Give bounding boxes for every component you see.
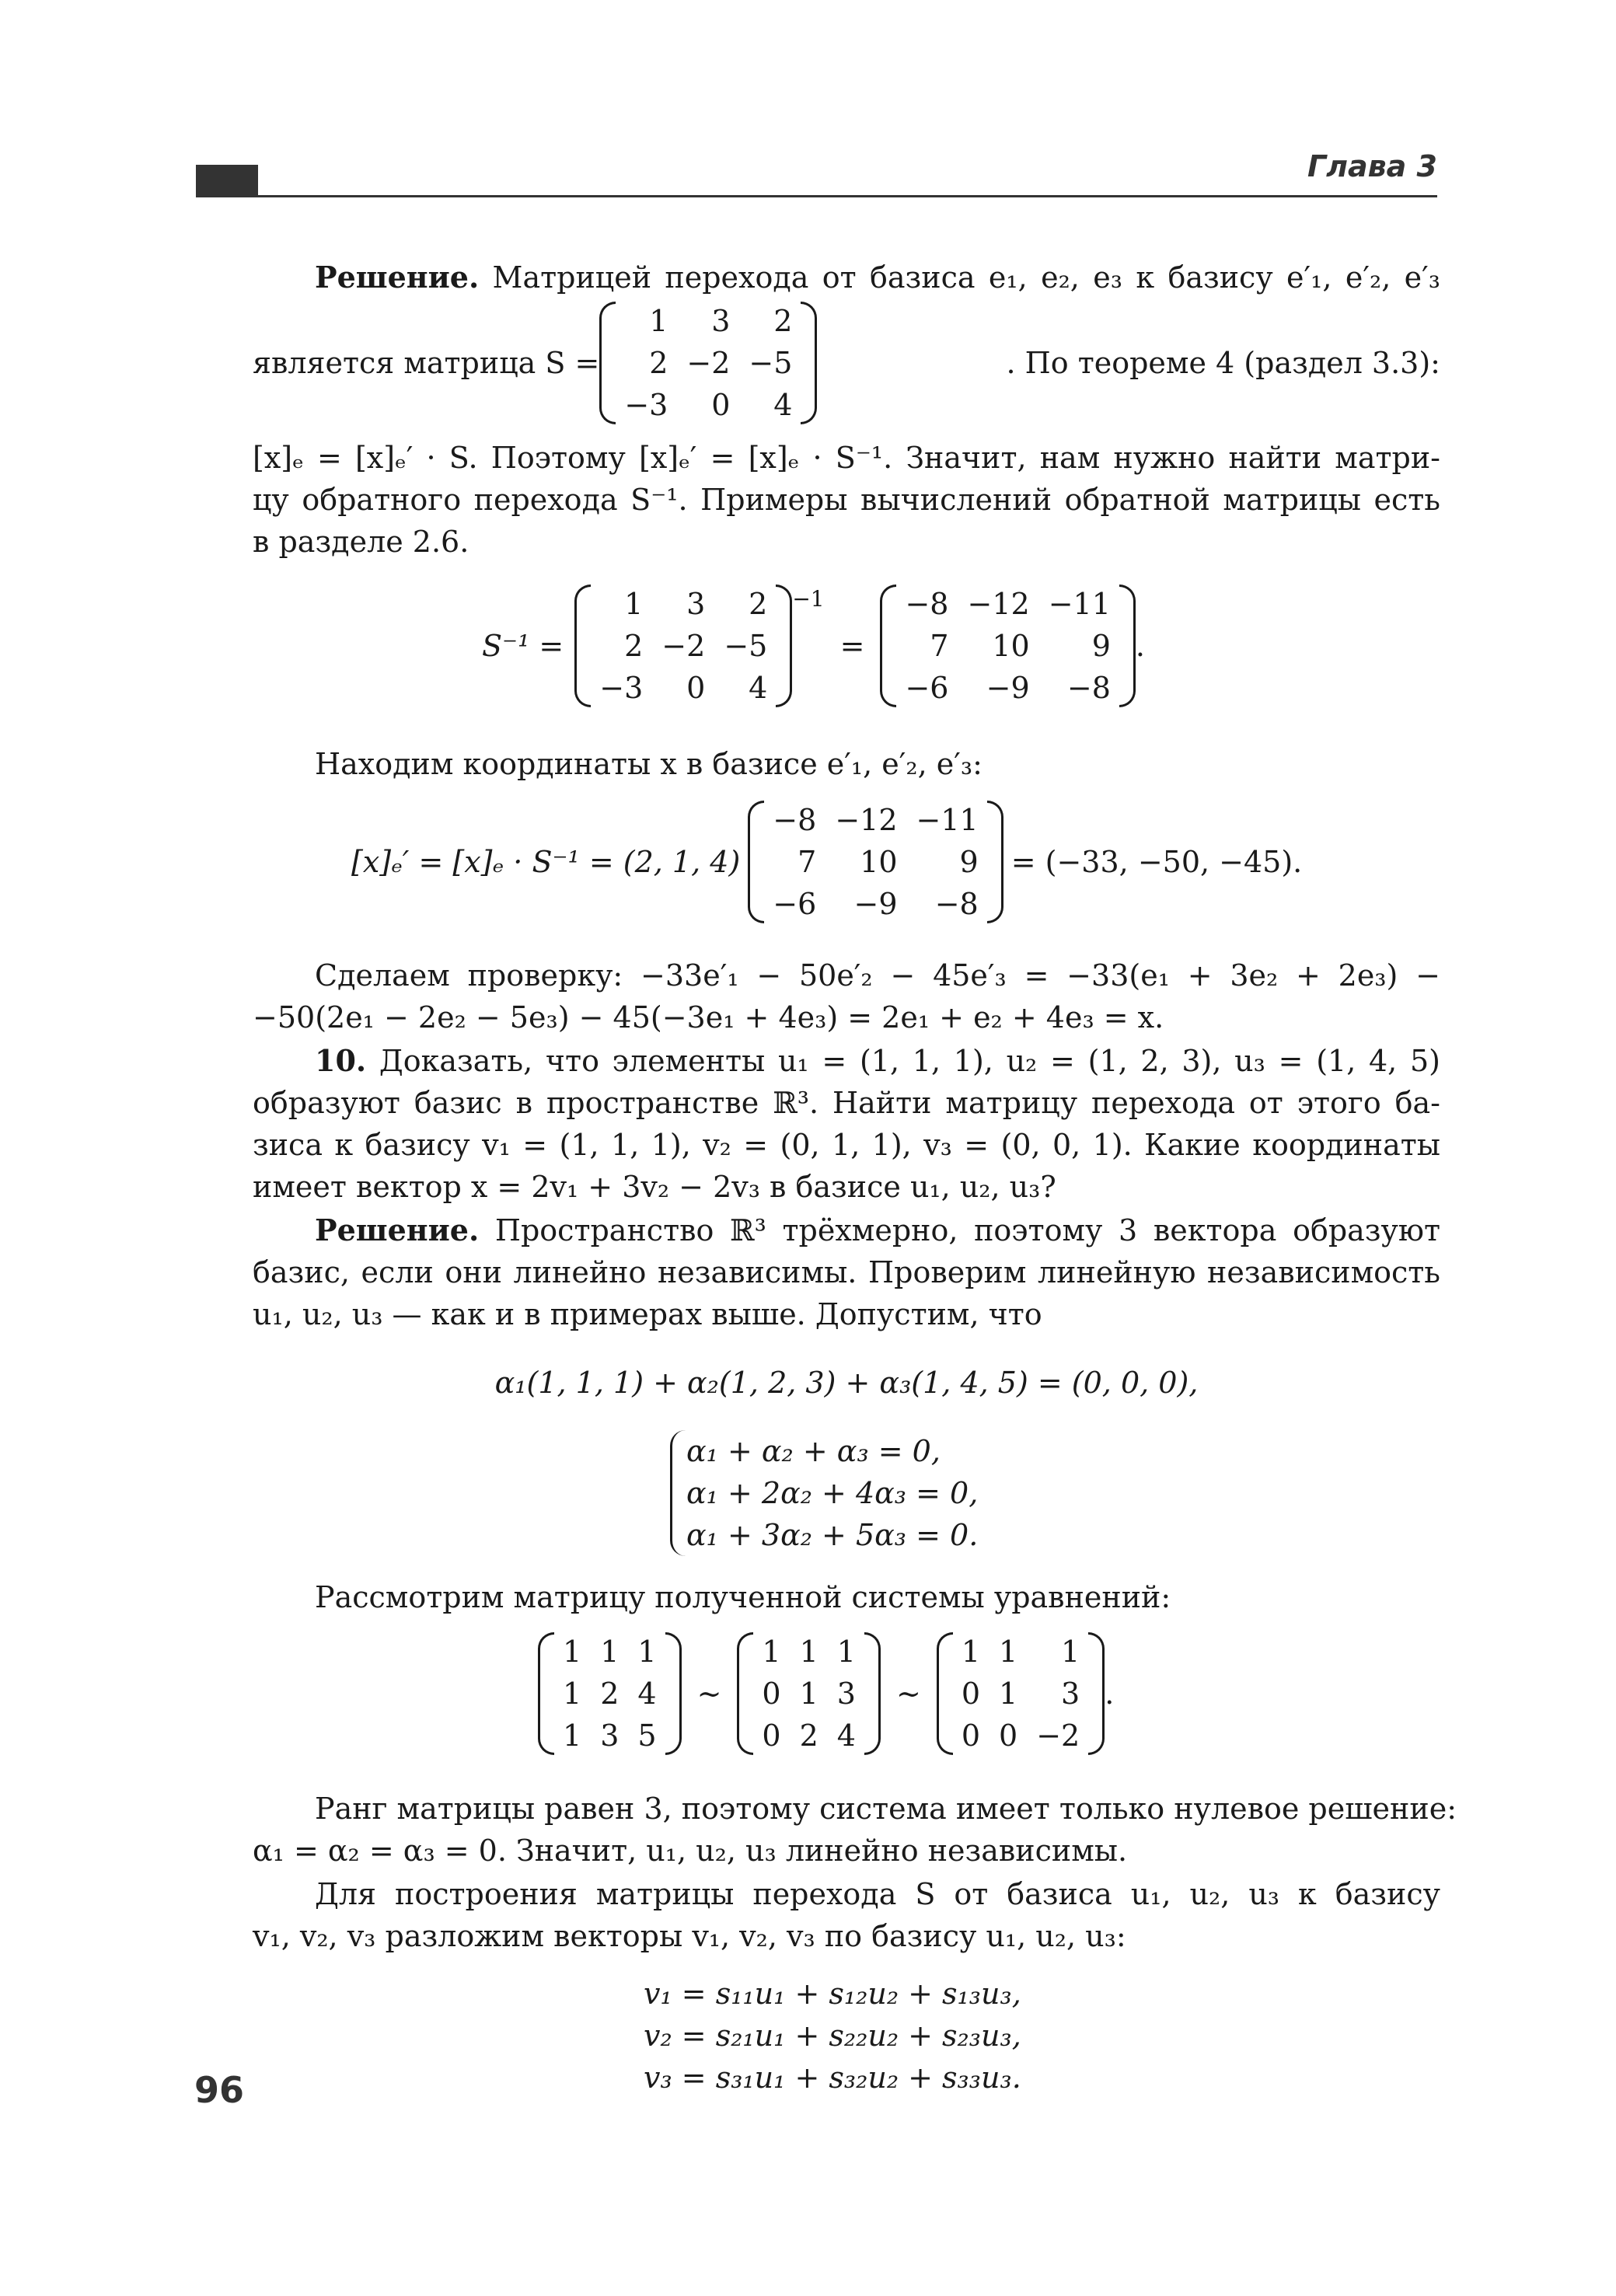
matrix-s-inverse-repeat-row [763,883,987,925]
matrix-s-inverse-row [895,583,1119,625]
matrix-s-row [615,342,801,384]
matrix-system-2-row [752,1673,865,1715]
matrix-system-3-cell: −2 [1036,1719,1080,1753]
paragraph-3-line-1: [x]ₑ = [x]ₑ′ · S. Поэтому [x]ₑ′ = [x]ₑ · S⁻¹. Значит, нам нужно найти матри- [253,441,1440,475]
expansion-v3: v₃ = s₃₁u₁ + s₃₂u₂ + s₃₃u₃. [644,2060,1021,2095]
matrix-s-inverse-repeat-cell: −6 [773,887,817,921]
solution-2-line-2: базис, если они линейно независимы. Проверим линейную независимость [253,1255,1440,1289]
matrix-system-3-cell: 0 [961,1719,980,1753]
matrix-s-inverse-cell: −8 [905,587,949,621]
paragraph-4: Находим координаты x в базисе e′₁, e′₂, e′₃: [315,747,983,781]
sim-sign-1: ∼ [696,1677,722,1711]
system-eq-1: α₁ + α₂ + α₃ = 0, [686,1434,941,1468]
system-eq-2: α₁ + 2α₂ + 4α₃ = 0, [686,1476,979,1510]
matrix-system-2-cell: 2 [799,1719,818,1753]
paragraph-solution-1 [253,256,1440,298]
matrix-s-inverse-cell: 10 [992,629,1030,663]
matrix-s-inverse-cell: −6 [905,671,949,705]
matrix-s [599,300,817,426]
problem-10-line-1 [253,1040,1440,1082]
matrix-s-repeat-cell: 3 [686,587,706,621]
matrix-system-1-cell: 1 [563,1677,582,1711]
page-number: 96 [194,2069,245,2111]
matrix-s-after: . По теореме 4 (раздел 3.3): [1006,346,1440,380]
matrix-system-3-cell: 0 [999,1719,1018,1753]
matrix-s-cell: 3 [711,304,731,338]
matrix-s-cell: 1 [649,304,668,338]
linear-combination-equation: α₁(1, 1, 1) + α₂(1, 2, 3) + α₃(1, 4, 5) = (0, 0, 0), [494,1366,1199,1400]
paragraph-3-line-3: в разделе 2.6. [253,525,469,559]
matrix-s-inverse-cell: −9 [986,671,1030,705]
matrix-s-row [615,384,801,426]
paragraph-3-line-2: цу обратного перехода S⁻¹. Примеры вычислений обратной матрицы есть [253,483,1440,517]
matrix-s-cell: −3 [624,388,668,422]
expansions [644,1973,1021,2099]
matrix-s-inverse-repeat [748,799,1003,925]
matrix-s-repeat-cell: 0 [686,671,706,705]
matrix-s-line [253,300,1440,426]
coords-lhs: [x]ₑ′ = [x]ₑ · S⁻¹ = (2, 1, 4) [351,845,741,879]
matrix-system-3-cell: 3 [1061,1677,1080,1711]
matrix-s-inverse-repeat-cell: −8 [773,803,817,837]
matrix-s-repeat-cell: −3 [599,671,644,705]
paragraph-7-line-2: α₁ = α₂ = α₃ = 0. Значит, u₁, u₂, u₃ линейно независимы. [253,1834,1128,1868]
inverse-end: . [1135,629,1145,663]
matrix-system-2-cell: 0 [762,1719,781,1753]
matrix-system-2-cell: 1 [799,1677,818,1711]
matrix-s-repeat-cell: 2 [749,587,768,621]
matrix-s-inverse-repeat-row [763,799,987,841]
matrix-system-2-cell: 1 [762,1635,781,1669]
problem-10-line-3: зиса к базису v₁ = (1, 1, 1), v₂ = (0, 1, 1), v₃ = (0, 0, 1). Какие координаты [253,1128,1440,1162]
matrix-system-2-row [752,1715,865,1757]
matrix-s-cell: −2 [686,346,731,380]
inverse-equation [482,583,1145,709]
matrix-s-cell: 0 [711,388,731,422]
chapter-title: Глава 3 [1307,149,1437,183]
expansion-v1: v₁ = s₁₁u₁ + s₁₂u₂ + s₁₃u₃, [644,1977,1021,2011]
matrix-s-cell: −5 [749,346,793,380]
solution-2-text: Пространство ℝ³ трёхмерно, поэтому 3 вектора образуют [479,1213,1440,1247]
matrix-system-3-cell: 1 [1061,1635,1080,1669]
problem-10-line-4: имеет вектор x = 2v₁ + 3v₂ − 2v₃ в базисе u₁, u₂, u₃? [253,1170,1056,1204]
matrix-system-1-cell: 1 [637,1635,657,1669]
matrix-system-2-cell: 1 [799,1635,818,1669]
matrix-system-3-cell: 1 [961,1635,980,1669]
matrix-s-inverse-cell: −12 [967,587,1030,621]
matrix-s-inverse-row [895,667,1119,709]
matrix-s-row [615,300,801,342]
matrix-s-inverse-cell: 9 [1091,629,1111,663]
matrix-system-1-cell: 4 [637,1677,657,1711]
matrix-system-1-row [553,1631,666,1673]
matrix-system-3 [937,1631,1105,1757]
matrix-s-repeat-row [590,625,777,667]
matrix-system-3-row [952,1715,1089,1757]
matrix-s-repeat-row [590,583,777,625]
sim-sign-2: ∼ [895,1677,921,1711]
matrix-system-3-cell: 1 [999,1635,1018,1669]
matrix-s-repeat-cell: 1 [624,587,644,621]
matrix-system-1-row [553,1715,666,1757]
matrix-system-3-row [952,1673,1089,1715]
matrix-s-inverse-cell: 7 [930,629,949,663]
matrix-s-inverse-repeat-row [763,841,987,883]
matrix-system-2-cell: 0 [762,1677,781,1711]
header-rule [196,195,1437,197]
system-eq-3: α₁ + 3α₂ + 5α₃ = 0. [686,1518,979,1552]
matrix-system-2 [737,1631,881,1757]
matrix-system-1-cell: 1 [563,1635,582,1669]
inverse-power: −1 [792,586,825,612]
matrix-s-repeat-cell: 4 [749,671,768,705]
matrix-s-before: является матрица S = [253,346,600,380]
paragraph-6: Рассмотрим матрицу полученной системы уравнений: [315,1580,1171,1614]
coords-equation [351,799,1302,925]
paragraph-8-line-2: v₁, v₂, v₃ разложим векторы v₁, v₂, v₃ по базису u₁, u₂, u₃: [253,1919,1126,1953]
problem-10-line-2: образуют базис в пространстве ℝ³. Найти матрицу перехода от этого ба- [253,1086,1440,1120]
matrix-s-inverse-repeat-cell: 10 [860,845,898,879]
matrix-s-inverse [880,583,1135,709]
matrix-system-3-cell: 1 [999,1677,1018,1711]
matrix-system-2-row [752,1631,865,1673]
matrix-system-1-cell: 1 [600,1635,620,1669]
solution-2-line-3: u₁, u₂, u₃ — как и в примерах выше. Допустим, что [253,1297,1042,1331]
matrix-s-inverse-repeat-cell: 9 [959,845,979,879]
paragraph-5-line-2: −50(2e₁ − 2e₂ − 5e₃) − 45(−3e₁ + 4e₃) = 2e₁ + e₂ + 4e₃ = x. [253,1000,1164,1035]
matrix-s-inverse-repeat-cell: −12 [835,803,898,837]
problem-10-number: 10. [315,1043,367,1078]
matrix-system-3-row [952,1631,1089,1673]
matrix-system-2-cell: 3 [836,1677,856,1711]
paragraph-7-line-1: Ранг матрицы равен 3, поэтому система имеет только нулевое решение: [315,1792,1457,1826]
matrix-s-repeat-cell: 2 [624,629,644,663]
matrix-system-1-cell: 2 [600,1677,620,1711]
solution-2-line-1 [253,1209,1440,1251]
matrix-system-3-cell: 0 [961,1677,980,1711]
inverse-equals: = [839,629,865,663]
matrix-s-repeat-cell: −2 [661,629,706,663]
matrix-s-inverse-cell: −8 [1066,671,1111,705]
matrix-system-1-cell: 1 [563,1719,582,1753]
matrix-system-2-cell: 4 [836,1719,856,1753]
matrices-end: . [1105,1677,1115,1711]
matrix-s-inverse-repeat-cell: −9 [853,887,898,921]
paragraph-8-line-1: Для построения матрицы перехода S от базиса u₁, u₂, u₃ к базису [315,1877,1440,1911]
matrix-s-repeat-row [590,667,777,709]
matrix-system-2-cell: 1 [836,1635,856,1669]
matrix-s-cell: 2 [773,304,793,338]
matrix-system-1-cell: 5 [637,1719,657,1753]
solution-text: Матрицей перехода от базиса e₁, e₂, e₃ к базису e′₁, e′₂, e′₃ [479,260,1440,295]
matrix-s-repeat [574,583,792,709]
paragraph-5-line-1: Сделаем проверку: −33e′₁ − 50e′₂ − 45e′₃ = −33(e₁ + 3e₂ + 2e₃) − [315,958,1440,993]
matrix-s-inverse-repeat-cell: −8 [934,887,979,921]
inverse-lhs: S⁻¹ = [482,629,564,663]
matrix-system-1-cell: 3 [600,1719,620,1753]
coords-rhs: = (−33, −50, −45). [1010,845,1303,879]
header-bar [196,165,258,197]
matrix-s-inverse-cell: −11 [1048,587,1111,621]
equation-system [670,1430,978,1556]
expansion-v2: v₂ = s₂₁u₁ + s₂₂u₂ + s₂₃u₃, [644,2019,1021,2053]
matrix-system-1-row [553,1673,666,1715]
matrix-s-inverse-repeat-cell: −11 [916,803,979,837]
matrix-s-cell: 2 [649,346,668,380]
matrix-system-1 [538,1631,682,1757]
matrix-s-inverse-repeat-cell: 7 [798,845,817,879]
problem-10-text: Доказать, что элементы u₁ = (1, 1, 1), u₂ = (1, 2, 3), u₃ = (1, 4, 5) [366,1044,1440,1078]
matrix-s-repeat-cell: −5 [724,629,768,663]
matrix-s-cell: 4 [773,388,793,422]
matrices-chain [538,1631,1114,1757]
matrix-s-inverse-row [895,625,1119,667]
solution-2-label: Решение. [315,1213,480,1247]
solution-label: Решение. [315,260,480,295]
